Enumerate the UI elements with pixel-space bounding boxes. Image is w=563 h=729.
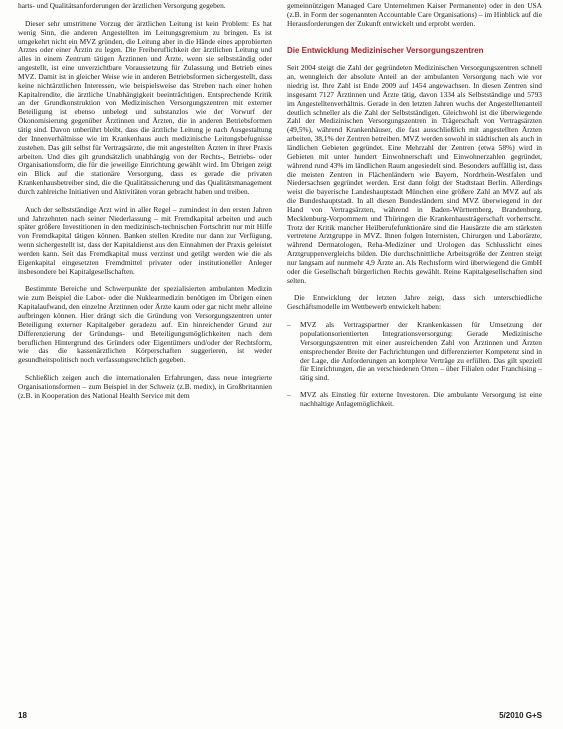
right-paragraph-2: Die Entwicklung der letzten Jahre zeigt, dass sich unterschiedliche Geschäftsmodelle im Wettbewerb entwickelt haben: <box>287 293 542 312</box>
right-intro-paragraph: gemeinnützigen Managed Care Unternehmen Kaiser Permanente) oder in den USA (z.B. in Form der sogenannten Accountable Care Organisations) – im Hinblick auf die Herausforderungen der Zukunft entwickelt und erprobt werden. <box>287 1 542 28</box>
left-paragraph-1: harts- und Qualitätsanforderungen der ärztlichen Versorgung gegeben. <box>18 1 226 10</box>
bullet-text: MVZ als Einstieg für externe Investoren. Die ambulante Versorgung ist eine nachhaltige Anlagemöglichkeit. <box>300 390 542 408</box>
left-paragraph-3: Auch der selbstständige Arzt wird in aller Regel – zumindest in den ersten Jahren und Jahrzehnten nach seiner Niederlassung – mit Fremdkapital arbeiten und auch später größere Investitionen in den medizinisch-technischen Fortschritt nur mit Hilfe von Fremdkapital tätigen können. Banken stellen Kredite nur dann zur Verfügung, wenn sichergestellt ist, dass der Kapitaldienst aus den Einnahmen der Praxis geleistet werden kann. Seit das Fremdkapital muss verzinst und getilgt werden wie die als Eigenkapital eingesetzten Fremdmittel privater oder institutioneller Anleger insbesondere bei Kapitalgesellschaften. <box>18 204 272 276</box>
section-spacer <box>287 29 542 47</box>
right-column <box>287 2 542 417</box>
issue-label: 5/2010 G+S <box>499 711 542 720</box>
right-paragraph-1: Seit 2004 steigt die Zahl der gegründeten Medizinischen Versorgungszentren schnell an, wenngleich der absolute Anteil an der ambulanten Versorgung nach wie vor niedrig ist. Ihre Zahl ist Ende 2009 auf 1454 angewachsen. In diesen Zentren sind insgesamt 7127 Ärztinnen und Ärzte tätig, davon 1334 als Selbstständige und 5793 im Angestelltenverhältnis. Gerade in den letzten Jahren wuchs der Angestelltenanteil deutlich schneller als die Zahl der Selbstständigen. Gleichwohl ist die überwiegende Zahl der Medizinischen Versorgungszentren in Trägerschaft von Vertragsärzten (49,5%), während Krankenhäuser, die fast ausschließlich mit angestellten Ärzten arbeiten, 38,1% der Zentren betreiben. MVZ werden sowohl in städtischen als auch in ländlichen Gebieten gegründet. Eine Mehrzahl der Zentren (etwa 58%) wird in Gebieten mit unter hundert Einwohnerschaft und Einwohnerzahlen gegründet, während rund 43% im ländlichen Raum angesiedelt sind. Besonders auffällig ist, dass die meisten Zentren in Flächenländern wie Bayern, Nordrhein-Westfalen und Niedersachsen gegründet werden. Erst dann folgt der Stadtstaat Berlin. Allerdings weist die bayerische Landeshauptstadt München eine größere Zahl an MVZ auf als die Bundeshauptstadt. In all diesen Bundesländern sind MVZ überwiegend in der Hand von Vertragsärzten, während in Baden-Württemberg, Brandenburg, Mecklenburg-Vorpommern und Thüringen die Krankenhausträgerschaft vorherrscht. Trotz der Kritik mancher Heilberufefunktionäre sind die Hausärzte die am stärksten vertretene Arztgruppe in MVZ. Ihnen folgen Internisten, Chirurgen und Laborärzte, während Dermatologen, Reha-Mediziner und Urologen das Schlusslicht eines Arztgruppenvergleichs bilden. Die durchschnittliche Arbeitsgröße der Zentren steigt nur langsam auf nunmehr 4,9 Ärzte an. Als Rechtsform wird überwiegend die GmbH oder die Gesellschaft bürgerlichen Rechts gewählt. Reine Kapitalgesellschaften sind selten. <box>287 63 542 285</box>
bullet-text: MVZ als Vertragspartner der Krankenkassen für Umsetzung der populationsorientierten Integrationsversorgung: Gerade Medizinische Versorgungszentren mit einer ausreichenden Zahl von Ärztinnen und Ärzten entsprechender Breite der Fachrichtungen und differenzierter Kompetenz sind in der Lage, die Anforderungen an komplexe Verträge zu erfüllen. Das gilt speziell für Einrichtungen, die an verschiedenen Orten – über Filialen oder Franchising – tätig sind. <box>300 320 542 383</box>
bullet-dash: – <box>287 320 291 330</box>
section-heading: Die Entwicklung Medizinischer Versorgungszentren <box>287 45 484 55</box>
page-number: 18 <box>18 711 27 720</box>
bullet-list <box>287 321 542 409</box>
bullet-item <box>287 391 542 409</box>
left-paragraph-5: Schließlich zeigen auch die internationalen Erfahrungen, dass neue integrierte Organisationsformen – zum Beispiel in der Schweiz (z.B. medix), in Großbritannien (z.B. in Kooperation des National Health Service mit dem <box>18 373 272 400</box>
left-paragraph-4: Bestimmte Bereiche und Schwerpunkte der spezialisierten ambulanten Medizin wie zum Beispiel die Labor- oder die Nuklearmedizin benötigen im Übrigen einen Kapitalaufwand, den einzelne Ärztinnen oder Ärzte kaum oder gar nicht mehr alleine aufbringen können. Hier drängt sich die Gründung von Versorgungszentren unter Beteiligung externer Kapitalgeber geradezu auf. Ein hinreichender Grund zur Differenzierung der Gründungs- und Beteiligungsmöglichkeiten nach dem beruflichen Hintergrund des Gründers oder Eigentümers und/oder der Rechtsform, wie das die kassenärztlichen Körperschaften suggerieren, ist weder gesundheitspolitisch noch verfassungsrechtlich gegeben. <box>18 284 272 365</box>
left-paragraph-2: Dieser sehr umstrittene Vorzug der ärztlichen Leitung ist kein Problem: Es hat wenig Sinn, die anderen Angestellten im Leitungsgremium zu bringen. Es ist umgekehrt nicht ein MVZ gründen, die Leitung aber in die Hände eines approbierten Arztes oder einer Ärztin zu legen. Die Freiberuflichkeit der ärztlichen Leitung und alles in einem Zentrum tätigen Ärztinnen und Ärzte, wenn sie selbstständig oder angestellt, ist eine unverzichtbare Voraussetzung für Zulassung und Betrieb eines MVZ. Damit ist in gleicher Weise wie in anderen Betriebsformen sichergestellt, dass keine nichtärztlichen Interessen, wie beispielsweise das Streben nach einer hohen Kapitalrendite, die ärztliche Unabhängigkeit beeinträchtigen. Entsprechende Kritik an der Grundkonstruktion von Medizinischen Versorgungszentren mit externer Beteiligung ist ebenso unbelegt und substanzlos wie der Vorwurf der Ökonomisierung gegenüber Ärztinnen und Ärzten, die in anderen Betriebsformen tätig sind. Davon unberührt bleibt, dass die ärztliche Leitung je nach Ausgestaltung der Innenverhältnisse wie im Krankenhaus auch medizinische Leitungsbefugnisse zustehen. Das gilt selbst für Vertragsärzte, die mit angestellten Ärzten in ihrer Praxis arbeiten. Und dies gilt grundsätzlich unabhängig von der Rechts-, Betriebs- oder Organisationsform, die für die jeweilige Einrichtung gewählt wird. Im Übrigen zeigt ein Blick auf die stationäre Versorgung, dass es gerade die privaten Krankenhausbetreiber sind, die die Qualitätssicherung und das Qualitätsmanagement durch zahlreiche Initiativen und Aktivitäten voran gebracht haben und treiben. <box>18 18 272 196</box>
bullet-item <box>287 321 542 383</box>
bullet-dash: – <box>287 390 291 400</box>
left-column <box>18 2 272 401</box>
page-footer <box>18 711 542 720</box>
